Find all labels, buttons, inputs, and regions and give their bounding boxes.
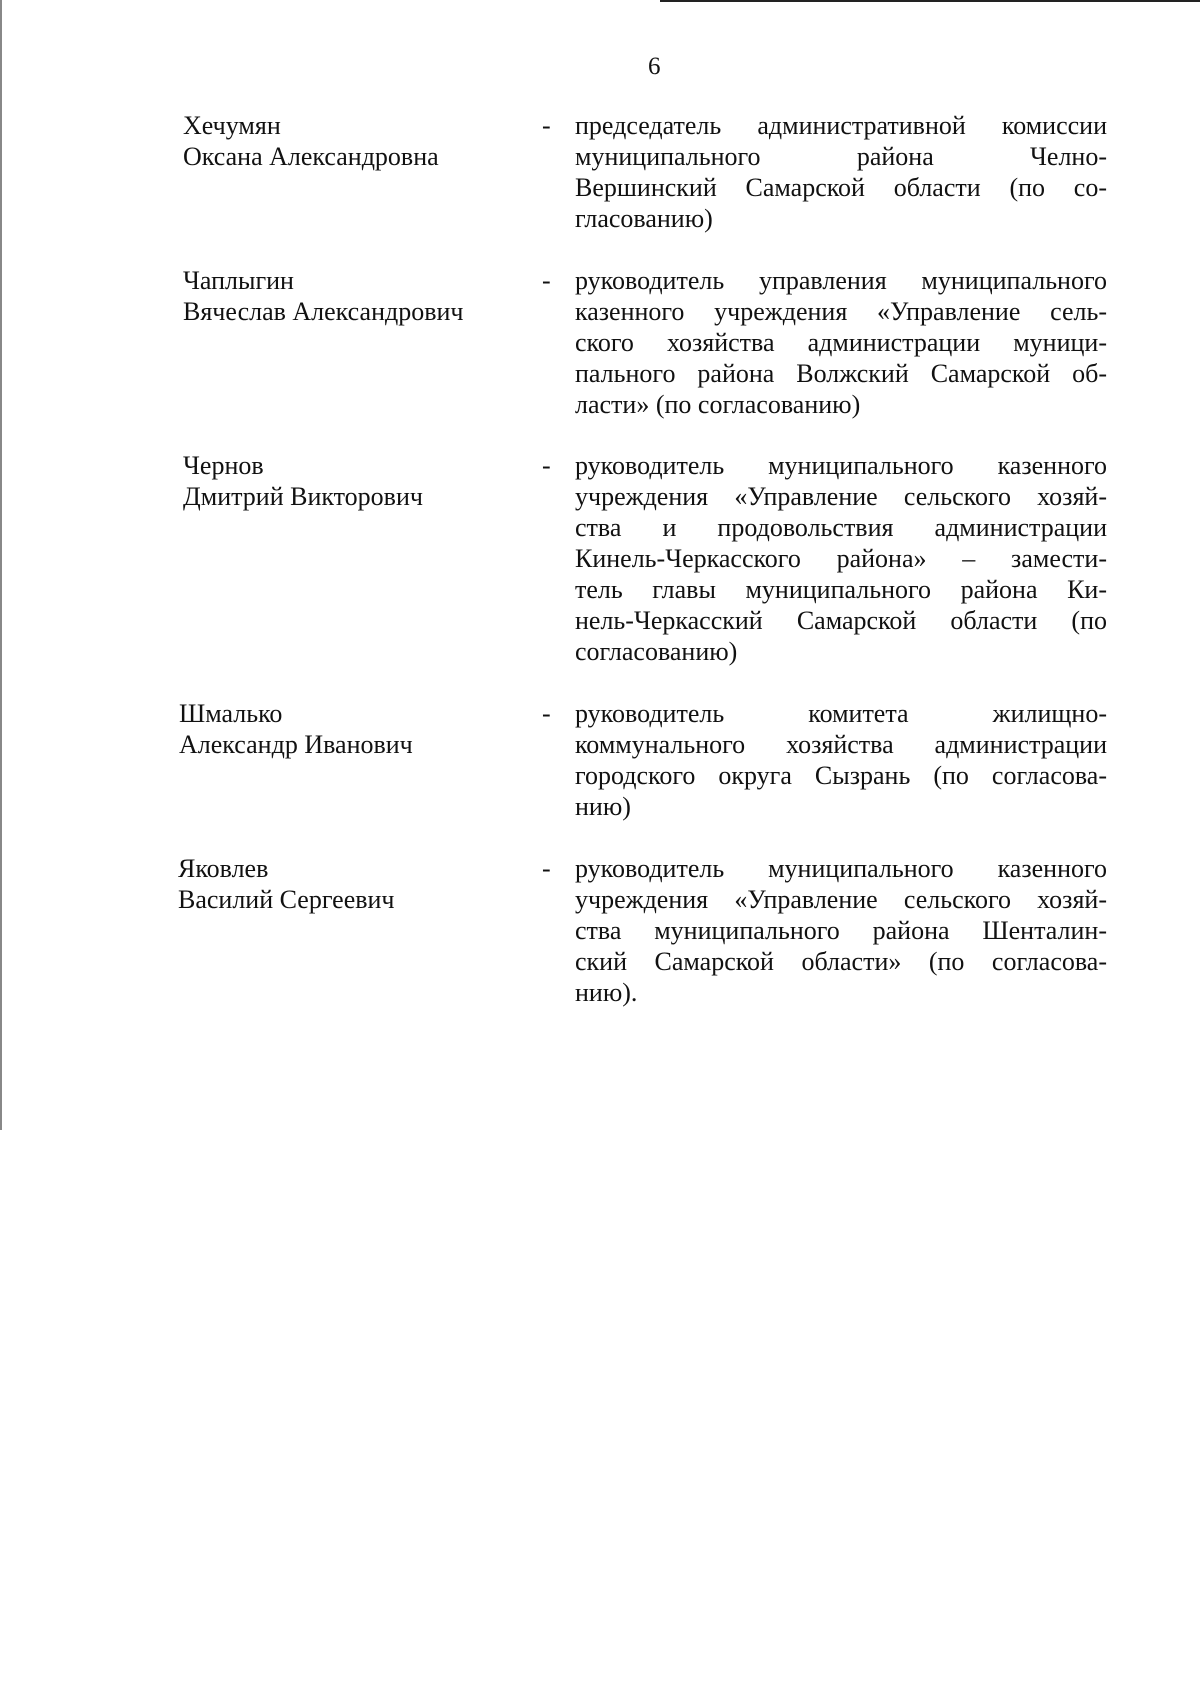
member-given-names: Вячеслав Александрович <box>183 297 464 326</box>
member-name <box>178 853 395 915</box>
member-name <box>183 450 423 512</box>
member-name <box>183 265 463 327</box>
position-line: муниципального района Челно- <box>575 142 1107 171</box>
member-position <box>575 265 1107 420</box>
position-line: нель-Черкасский Самарской области (по <box>575 606 1107 635</box>
separator-dash: - <box>542 699 551 728</box>
member-surname: Чаплыгин <box>183 266 294 295</box>
left-edge-rule <box>0 0 2 1130</box>
position-line: руководитель муниципального казенного <box>575 854 1107 883</box>
member-position <box>575 450 1107 667</box>
position-line: городского округа Сызрань (по согласова- <box>575 761 1107 790</box>
position-line: руководитель муниципального казенного <box>575 451 1107 480</box>
position-line: учреждения «Управление сельского хозяй- <box>575 885 1107 914</box>
member-surname: Чернов <box>183 451 264 480</box>
member-given-names: Дмитрий Викторович <box>183 482 423 511</box>
position-line: ства и продовольствия администрации <box>575 513 1107 542</box>
position-line: тель главы муниципального района Ки- <box>575 575 1107 604</box>
position-line: руководитель комитета жилищно- <box>575 699 1107 728</box>
page-number: 6 <box>648 53 661 80</box>
member-given-names: Василий Сергеевич <box>178 885 395 914</box>
member-position <box>575 110 1107 234</box>
member-surname: Хечумян <box>183 111 281 140</box>
position-line: пального района Волжский Самарской об- <box>575 359 1107 388</box>
member-position <box>575 853 1107 1008</box>
top-edge-rule <box>660 0 1200 2</box>
member-given-names: Александр Иванович <box>179 730 413 759</box>
member-surname: Яковлев <box>178 854 269 883</box>
position-line: ства муниципального района Шенталин- <box>575 916 1107 945</box>
member-name <box>179 698 413 760</box>
position-line: ский Самарской области» (по согласова- <box>575 947 1107 976</box>
member-name <box>183 110 439 172</box>
position-line: ского хозяйства администрации муници- <box>575 328 1107 357</box>
position-line: руководитель управления муниципального <box>575 266 1107 295</box>
member-position <box>575 698 1107 822</box>
position-line: учреждения «Управление сельского хозяй- <box>575 482 1107 511</box>
separator-dash: - <box>542 111 551 140</box>
member-surname: Шмалько <box>179 699 283 728</box>
position-line: нию) <box>575 792 631 821</box>
position-line: согласованию) <box>575 637 738 666</box>
position-line: Кинель-Черкасского района» – замести- <box>575 544 1107 573</box>
separator-dash: - <box>542 451 551 480</box>
position-line: Вершинский Самарской области (по со- <box>575 173 1107 202</box>
position-line: коммунального хозяйства администрации <box>575 730 1107 759</box>
member-given-names: Оксана Александровна <box>183 142 439 171</box>
position-line: казенного учреждения «Управление сель- <box>575 297 1107 326</box>
position-line: председатель административной комиссии <box>575 111 1107 140</box>
separator-dash: - <box>542 266 551 295</box>
separator-dash: - <box>542 854 551 883</box>
position-line: ласти» (по согласованию) <box>575 390 861 419</box>
position-line: гласованию) <box>575 204 713 233</box>
position-line: нию). <box>575 978 638 1007</box>
